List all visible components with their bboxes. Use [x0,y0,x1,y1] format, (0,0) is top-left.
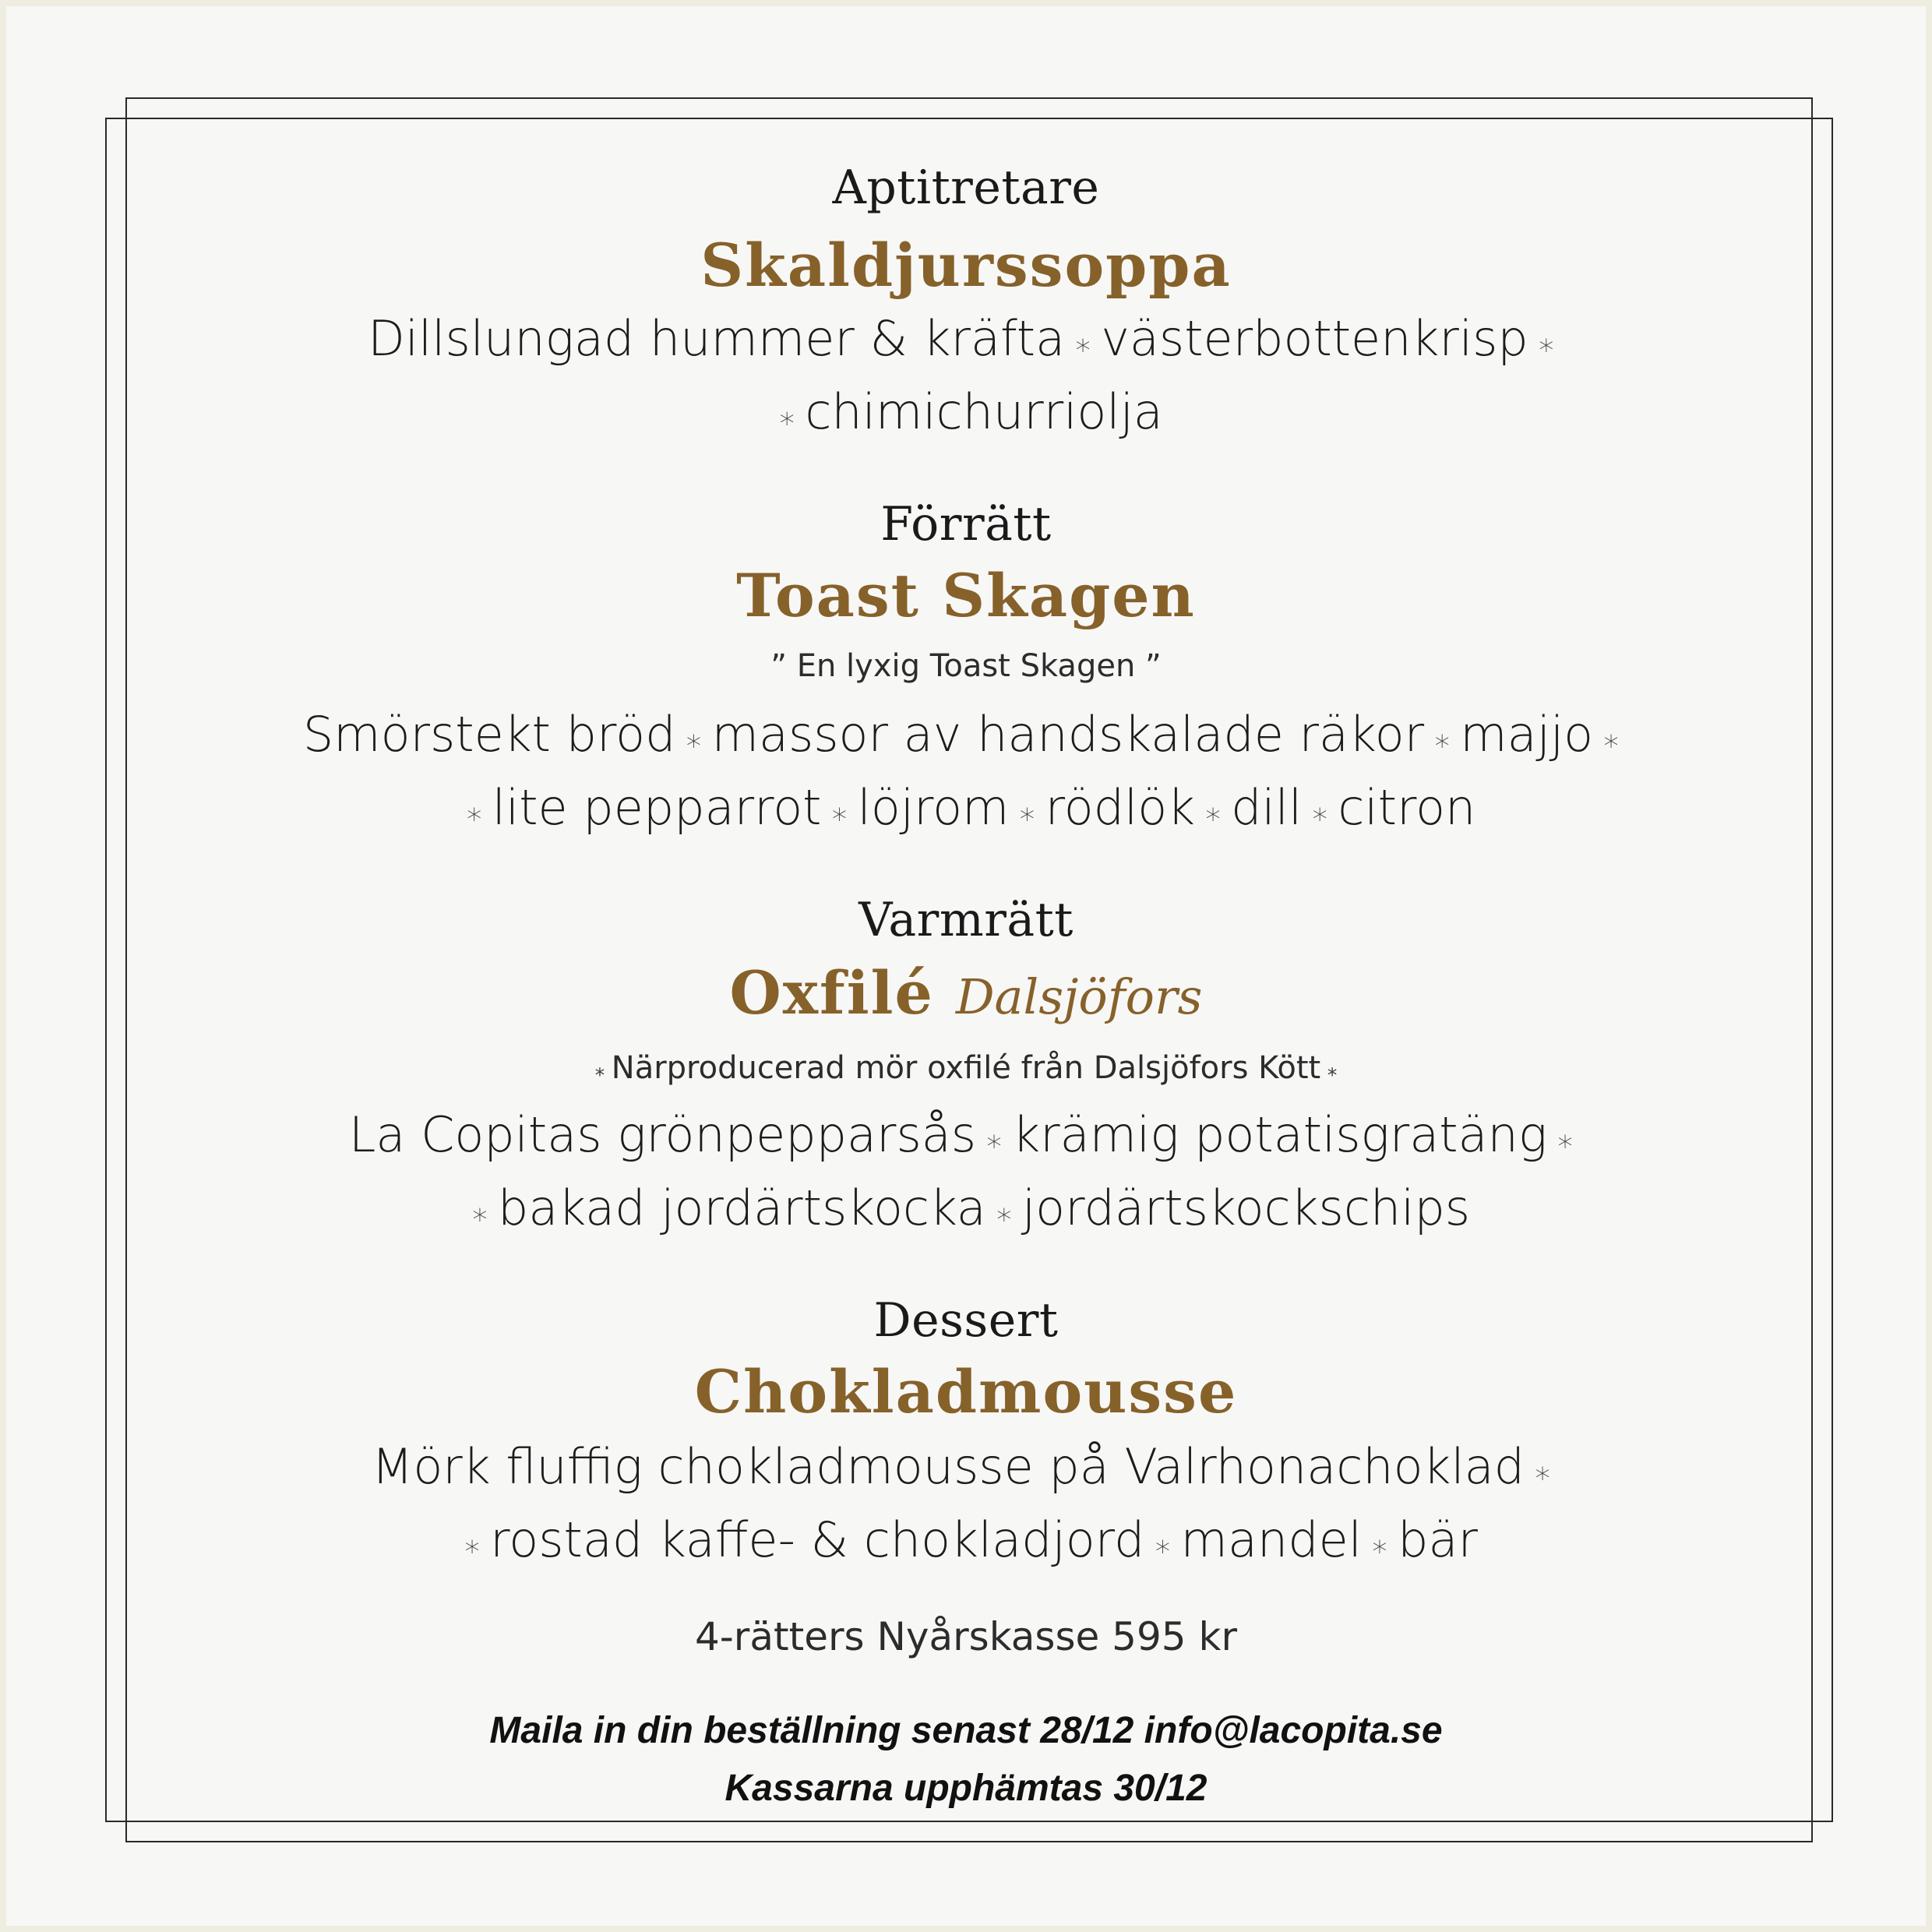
separator-star: ⁎ [1434,720,1450,756]
course-heading-dessert: Dessert [873,1293,1059,1348]
separator-star: ⁎ [1312,793,1327,829]
dish-description-line: Dillslungad hummer & kräfta ⁎ västerbottenkrisp ⁎ [368,310,1554,367]
dish-description-line: La Copitas grönpepparsås ⁎ krämig potatisgratäng ⁎ [348,1106,1573,1163]
dish-title-toast-skagen: Toast Skagen [736,561,1196,630]
dish-note: ” En lyxig Toast Skagen ” [770,648,1162,684]
separator-star: ⁎ [1075,324,1091,360]
separator-star: ⁎ [464,1525,480,1561]
dish-title-chokladmousse: Chokladmousse [694,1357,1238,1426]
course-heading-varmratt: Varmrätt [858,893,1074,947]
separator-star: ⁎ [1539,324,1554,360]
separator-star: ⁎ [779,397,795,433]
separator-star: ⁎ [1019,793,1035,829]
dish-description-line: ⁎ chimichurriolja [779,383,1163,440]
separator-star: ⁎ [986,1120,1002,1156]
menu-card [6,6,1926,1926]
dish-note: ⁎ Närproducerad mör oxfilé från Dalsjöfors Kött ⁎ [594,1050,1338,1086]
separator-star: ⁎ [1557,1120,1573,1156]
dish-description-line: Mörk fluffig chokladmousse på Valrhonachoklad ⁎ [371,1438,1550,1495]
separator-star: ⁎ [1535,1452,1550,1488]
separator-star: ⁎ [686,720,702,756]
dish-description-line: Smörstekt bröd ⁎ massor av handskalade räkor ⁎ majjo ⁎ [302,706,1619,763]
separator-star: ⁎ [1372,1525,1387,1561]
separator-star: ⁎ [1155,1525,1171,1561]
separator-star: ⁎ [831,793,848,829]
dish-title-oxfile: Oxfilé Dalsjöfors [729,958,1203,1028]
separator-star: ⁎ [467,793,482,829]
separator-star: ⁎ [472,1193,488,1229]
dish-description-line: ⁎ bakad jordärtskocka ⁎ jordärtskockschips [472,1179,1471,1236]
pickup-date: Kassarna upphämtas 30/12 [724,1768,1208,1809]
dish-description-line: ⁎ lite pepparrot ⁎ löjrom ⁎ rödlök ⁎ dill ⁎ citron [467,779,1476,836]
dish-description-line: ⁎ rostad kaffe- & chokladjord ⁎ mandel ⁎ bär [464,1511,1478,1568]
separator-star: ⁎ [1327,1058,1338,1081]
dalsjofors-script-logo: Dalsjöfors [955,968,1203,1025]
price-text: 4-rätters Nyårskasse 595 kr [694,1614,1238,1659]
course-heading-aptitretare: Aptitretare [832,160,1100,215]
course-heading-forratt: Förrätt [880,497,1052,552]
separator-star: ⁎ [594,1058,605,1081]
dish-title-skaldjurssoppa: Skaldjurssoppa [700,231,1232,300]
separator-star: ⁎ [1603,720,1619,756]
separator-star: ⁎ [1205,793,1221,829]
order-instructions: Maila in din beställning senast 28/12 info@lacopita.se [489,1710,1443,1751]
separator-star: ⁎ [996,1193,1012,1229]
